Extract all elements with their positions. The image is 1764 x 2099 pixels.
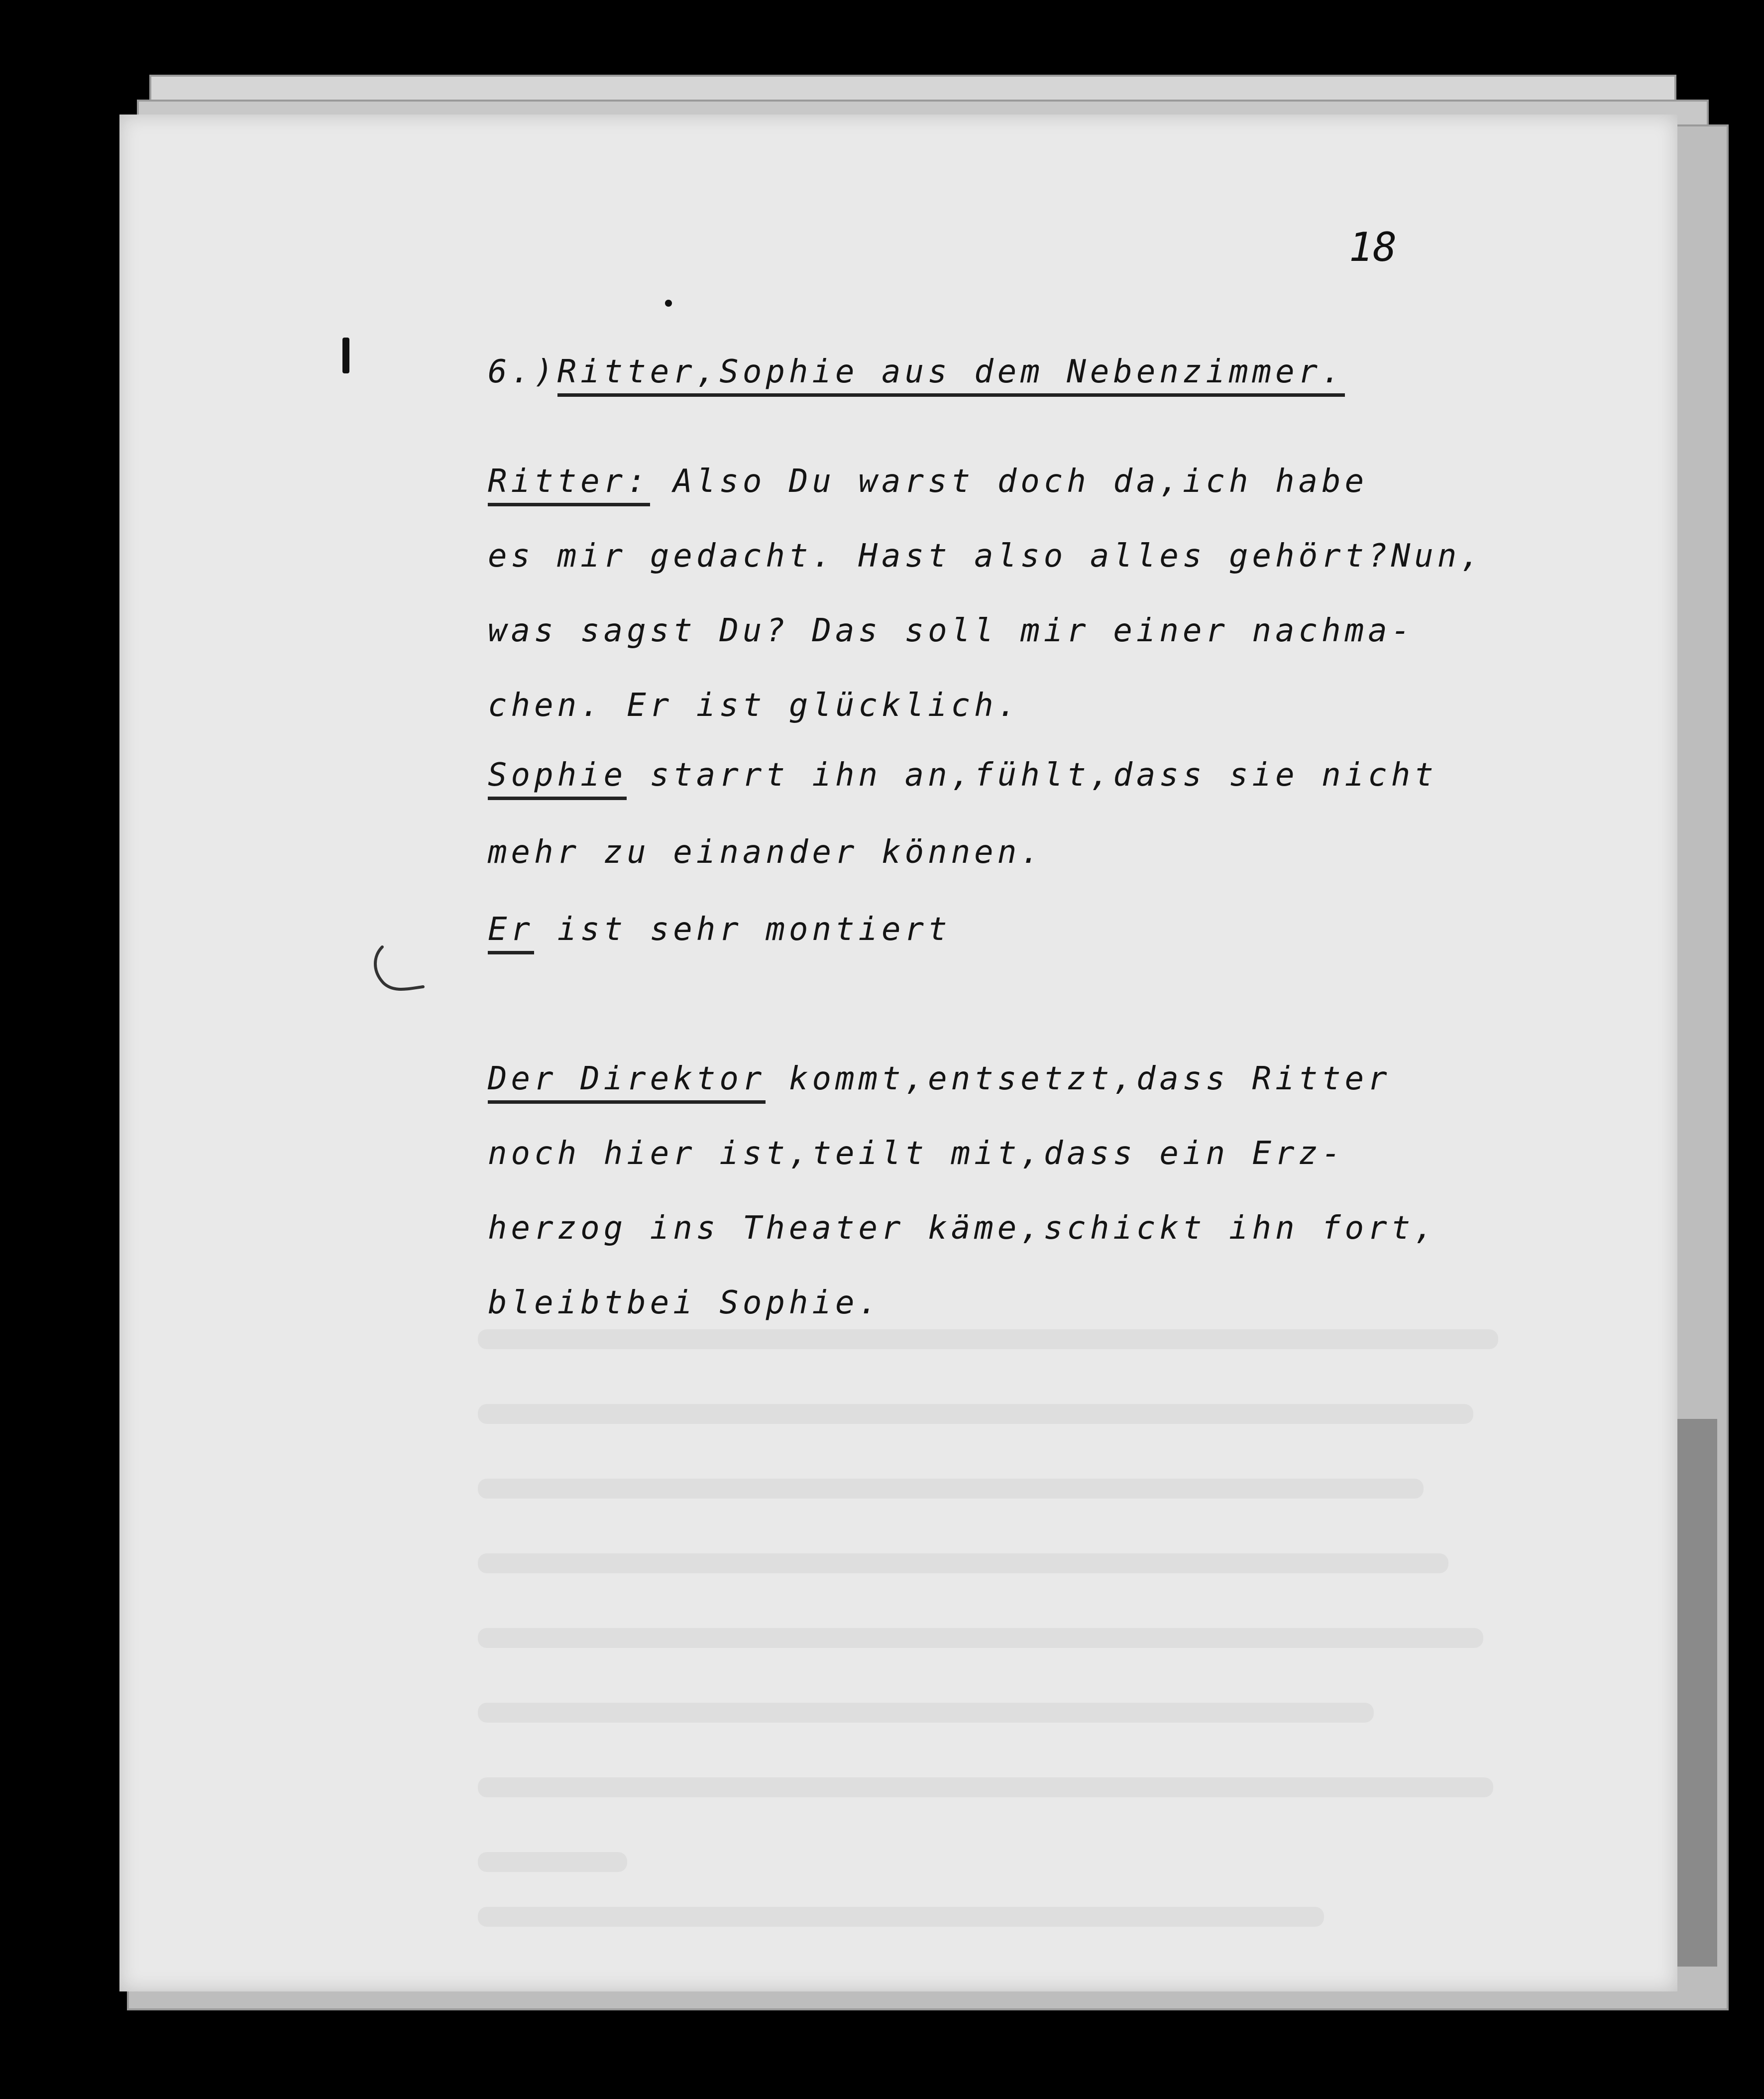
text-line <box>488 1060 1608 1097</box>
text-line <box>488 911 1608 948</box>
text-line: was sagst Du? Das soll mir einer nachma- <box>488 612 1415 649</box>
text-line: chen. Er ist glücklich. <box>488 687 1021 724</box>
text-line <box>488 463 1608 500</box>
character-name: Sophie <box>488 757 627 800</box>
page-number: 18 <box>1349 224 1397 270</box>
typewritten-page <box>119 115 1677 1991</box>
character-name: Der Direktor <box>488 1060 766 1104</box>
line-text: kommt,entsetzt,dass Ritter <box>788 1060 1391 1097</box>
scene-heading <box>488 353 1608 390</box>
text-line: herzog ins Theater käme,schickt ihn fort, <box>488 1210 1437 1247</box>
text-line: mehr zu einander können. <box>488 834 1044 871</box>
ink-dot <box>665 300 672 307</box>
line-text: ist sehr montiert <box>557 911 951 948</box>
ink-mark <box>342 338 349 373</box>
text-line: es mir gedacht. Hast also alles gehört?Nun, <box>488 538 1484 575</box>
line-text: starrt ihn an,fühlt,dass sie nicht <box>650 757 1437 794</box>
line-text: Also Du warst doch da,ich habe <box>673 463 1368 500</box>
scene-title: Ritter,Sophie aus dem Nebenzimmer. <box>557 353 1345 397</box>
pencil-mark-icon <box>368 941 428 1001</box>
text-line: bleibtbei Sophie. <box>488 1284 882 1321</box>
bleed-through-texture <box>468 1309 1613 1957</box>
sheet-edge <box>1677 1419 1717 1967</box>
scene-number: 6.) <box>488 353 557 390</box>
character-name: Er <box>488 911 534 954</box>
text-line: noch hier ist,teilt mit,dass ein Erz- <box>488 1135 1345 1172</box>
text-line <box>488 757 1608 794</box>
speaker-name: Ritter: <box>488 463 650 506</box>
